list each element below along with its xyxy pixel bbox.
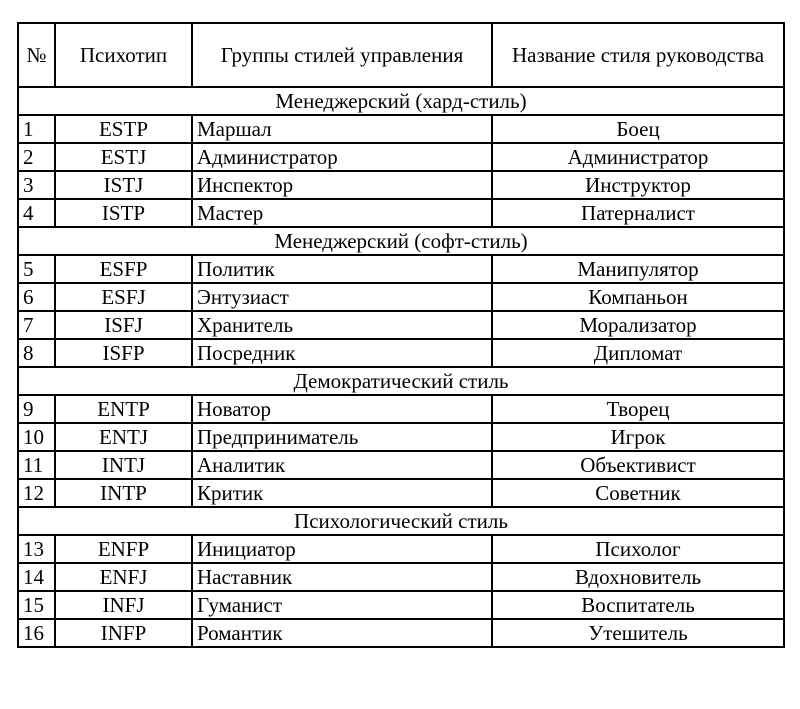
row-number: 6: [18, 283, 55, 311]
row-leadership-style: Советник: [492, 479, 784, 507]
row-number: 15: [18, 591, 55, 619]
row-psychotype: ISTJ: [55, 171, 192, 199]
row-number: 2: [18, 143, 55, 171]
row-management-group: Энтузиаст: [192, 283, 492, 311]
row-management-group: Критик: [192, 479, 492, 507]
row-leadership-style: Морализатор: [492, 311, 784, 339]
row-leadership-style: Воспитатель: [492, 591, 784, 619]
row-psychotype: ENFP: [55, 535, 192, 563]
section-title: Менеджерский (хард-стиль): [18, 87, 784, 115]
table-row: [18, 339, 784, 367]
row-number: 4: [18, 199, 55, 227]
header-num: №: [18, 23, 55, 87]
table-row: [18, 311, 784, 339]
row-psychotype: ESFP: [55, 255, 192, 283]
row-number: 1: [18, 115, 55, 143]
row-number: 8: [18, 339, 55, 367]
row-psychotype: ISFP: [55, 339, 192, 367]
row-psychotype: ISFJ: [55, 311, 192, 339]
row-leadership-style: Администратор: [492, 143, 784, 171]
row-leadership-style: Утешитель: [492, 619, 784, 647]
row-number: 5: [18, 255, 55, 283]
row-management-group: Мастер: [192, 199, 492, 227]
row-leadership-style: Игрок: [492, 423, 784, 451]
table-body: [18, 87, 784, 647]
table-row: [18, 143, 784, 171]
row-psychotype: ESTP: [55, 115, 192, 143]
table-row: [18, 199, 784, 227]
row-psychotype: ESTJ: [55, 143, 192, 171]
row-leadership-style: Манипулятор: [492, 255, 784, 283]
table-row: [18, 535, 784, 563]
row-leadership-style: Компаньон: [492, 283, 784, 311]
table-row: [18, 619, 784, 647]
table-row: [18, 591, 784, 619]
row-psychotype: ENTJ: [55, 423, 192, 451]
row-management-group: Наставник: [192, 563, 492, 591]
table-row: [18, 395, 784, 423]
row-psychotype: ENFJ: [55, 563, 192, 591]
row-management-group: Посредник: [192, 339, 492, 367]
row-leadership-style: Дипломат: [492, 339, 784, 367]
row-number: 11: [18, 451, 55, 479]
section-row: [18, 507, 784, 535]
row-management-group: Администратор: [192, 143, 492, 171]
table-row: [18, 451, 784, 479]
table-row: [18, 255, 784, 283]
row-leadership-style: Инструктор: [492, 171, 784, 199]
row-psychotype: ISTP: [55, 199, 192, 227]
section-row: [18, 87, 784, 115]
row-psychotype: ESFJ: [55, 283, 192, 311]
row-leadership-style: Вдохновитель: [492, 563, 784, 591]
row-psychotype: INTP: [55, 479, 192, 507]
row-management-group: Инспектор: [192, 171, 492, 199]
section-row: [18, 367, 784, 395]
row-management-group: Маршал: [192, 115, 492, 143]
header-psychotype: Психотип: [55, 23, 192, 87]
row-number: 10: [18, 423, 55, 451]
table-row: [18, 563, 784, 591]
row-number: 3: [18, 171, 55, 199]
row-leadership-style: Объективист: [492, 451, 784, 479]
section-row: [18, 227, 784, 255]
row-number: 16: [18, 619, 55, 647]
table-row: [18, 423, 784, 451]
table-header: [18, 23, 784, 87]
table-row: [18, 171, 784, 199]
row-management-group: Политик: [192, 255, 492, 283]
row-management-group: Аналитик: [192, 451, 492, 479]
row-management-group: Инициатор: [192, 535, 492, 563]
row-number: 13: [18, 535, 55, 563]
header-leadership-style: Название стиля руководства: [492, 23, 784, 87]
row-number: 9: [18, 395, 55, 423]
section-title: Психологический стиль: [18, 507, 784, 535]
row-psychotype: INFJ: [55, 591, 192, 619]
row-management-group: Предприниматель: [192, 423, 492, 451]
row-psychotype: INTJ: [55, 451, 192, 479]
row-management-group: Новатор: [192, 395, 492, 423]
header-row: [18, 23, 784, 87]
section-title: Менеджерский (софт-стиль): [18, 227, 784, 255]
row-leadership-style: Патерналист: [492, 199, 784, 227]
leadership-styles-table: [17, 22, 785, 648]
row-number: 14: [18, 563, 55, 591]
header-management-group: Группы стилей управления: [192, 23, 492, 87]
row-leadership-style: Творец: [492, 395, 784, 423]
row-management-group: Хранитель: [192, 311, 492, 339]
row-leadership-style: Боец: [492, 115, 784, 143]
row-management-group: Романтик: [192, 619, 492, 647]
row-leadership-style: Психолог: [492, 535, 784, 563]
row-psychotype: INFP: [55, 619, 192, 647]
row-psychotype: ENTP: [55, 395, 192, 423]
row-number: 7: [18, 311, 55, 339]
table-row: [18, 283, 784, 311]
table-row: [18, 115, 784, 143]
row-number: 12: [18, 479, 55, 507]
row-management-group: Гуманист: [192, 591, 492, 619]
table-row: [18, 479, 784, 507]
section-title: Демократический стиль: [18, 367, 784, 395]
